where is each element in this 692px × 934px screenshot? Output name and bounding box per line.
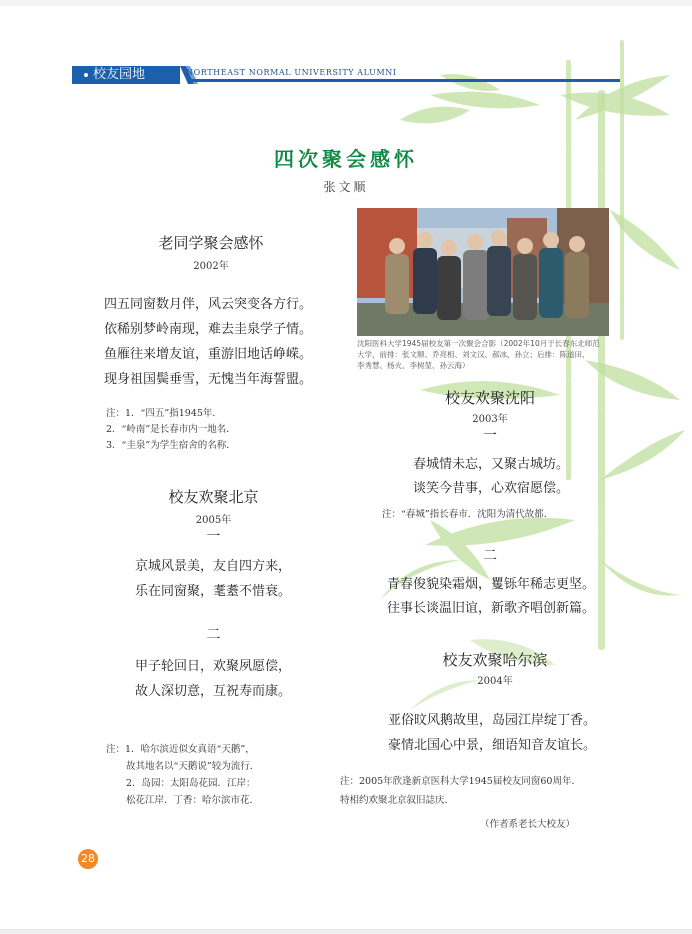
poem-line: 往事长谈温旧谊，新歌齐唱创新篇。 bbox=[387, 601, 596, 616]
poem-note: 故其地名以“天鹅说”较为流行． bbox=[126, 761, 260, 772]
poem-year: 2004年 bbox=[477, 676, 513, 687]
group-photo bbox=[357, 208, 609, 336]
poem-note: 3．“圭泉”为学生宿舍的名称． bbox=[106, 440, 236, 451]
poem-line: 亚俗旼风鹅故里，岛园江岸绽丁香。 bbox=[388, 713, 597, 728]
poem-title: 校友欢聚哈尔滨 bbox=[442, 651, 548, 669]
poem-line: 青春俊貌染霜烟，矍铄年稀志更坚。 bbox=[387, 577, 596, 592]
part-marker: 二 bbox=[206, 627, 221, 643]
page-number: 28 bbox=[78, 849, 98, 869]
poem-line: 谈笑今昔事，心欢宿愿偿。 bbox=[413, 481, 570, 496]
author-byline: （作者系老长大校友） bbox=[480, 819, 576, 830]
part-marker: 一 bbox=[483, 428, 497, 444]
poem-title: 老同学聚会感怀 bbox=[158, 234, 264, 252]
poem-note: 注：1．“四五”指1945年． bbox=[106, 408, 222, 419]
publication-name: NORTHEAST NORMAL UNIVERSITY ALUMNI bbox=[186, 68, 397, 77]
poem-note: 注：1．哈尔滨近似女真语“天鹅”， bbox=[106, 744, 255, 755]
poem-note: 松花江岸．丁香：哈尔滨市花． bbox=[126, 795, 260, 806]
photo-caption: 沈阳医科大学1945届校友第一次聚会合影（2002年10月于长春东北师范 大学，前排：张文顺、乔亮相、刘文汉、郝冰、孙立；后排：陈道田、 李秀慧、杨火、李树堃、孙云海） bbox=[357, 339, 600, 370]
poem-year: 2003年 bbox=[472, 414, 508, 425]
poem-line: 故人深切意，互祝寿而康。 bbox=[135, 684, 292, 699]
poem-line: 现身祖国鬓垂雪，无愧当年海誓盟。 bbox=[104, 372, 313, 387]
poem-title: 校友欢聚沈阳 bbox=[444, 389, 535, 407]
part-marker: 二 bbox=[483, 548, 497, 564]
poem-line: 依稀别梦岭南现，难去圭泉学子情。 bbox=[104, 322, 313, 337]
poem-line: 春城情未忘，又聚古城坊。 bbox=[413, 457, 570, 472]
poem-title: 校友欢聚北京 bbox=[168, 488, 259, 506]
section-header bbox=[72, 66, 620, 84]
poem-line: 鱼雁往来增友谊，重游旧地话峥嵘。 bbox=[104, 347, 313, 362]
poem-note: 2．岛园：太阳岛花园．江岸： bbox=[126, 778, 256, 789]
poem-year: 2005年 bbox=[195, 515, 232, 526]
poem-line: 甲子轮回日，欢聚夙愿偿， bbox=[135, 659, 292, 674]
poem-line: 乐在同窗聚，耄耋不惜衰。 bbox=[135, 584, 292, 599]
header-rule bbox=[188, 79, 620, 82]
bottom-edge bbox=[0, 929, 692, 934]
article-title: 四次聚会感怀 bbox=[274, 147, 418, 171]
poem-line: 豪情北国心中景，细语知音友谊长。 bbox=[388, 738, 597, 753]
poem-line: 四五同窗数月伴，风云突变各方行。 bbox=[104, 297, 313, 312]
article-author: 张文顺 bbox=[323, 180, 369, 194]
poem-note: 注：2005年欣逢新京医科大学1945届校友同窗60周年． bbox=[340, 776, 581, 787]
bullet-icon bbox=[84, 73, 88, 77]
section-label: 校友园地 bbox=[72, 66, 180, 84]
group-photo-illustration bbox=[357, 208, 609, 336]
part-marker: 一 bbox=[206, 529, 221, 545]
poem-note: 注：“春城”指长春市．沈阳为清代故都． bbox=[382, 509, 554, 520]
poem-year: 2002年 bbox=[193, 261, 229, 272]
poem-note: 2．“岭南”是长春市内一地名． bbox=[106, 424, 236, 435]
poem-line: 京城风景美，友自四方来， bbox=[135, 559, 292, 574]
poem-note: 特相约欢聚北京叙旧誌庆． bbox=[340, 795, 455, 806]
